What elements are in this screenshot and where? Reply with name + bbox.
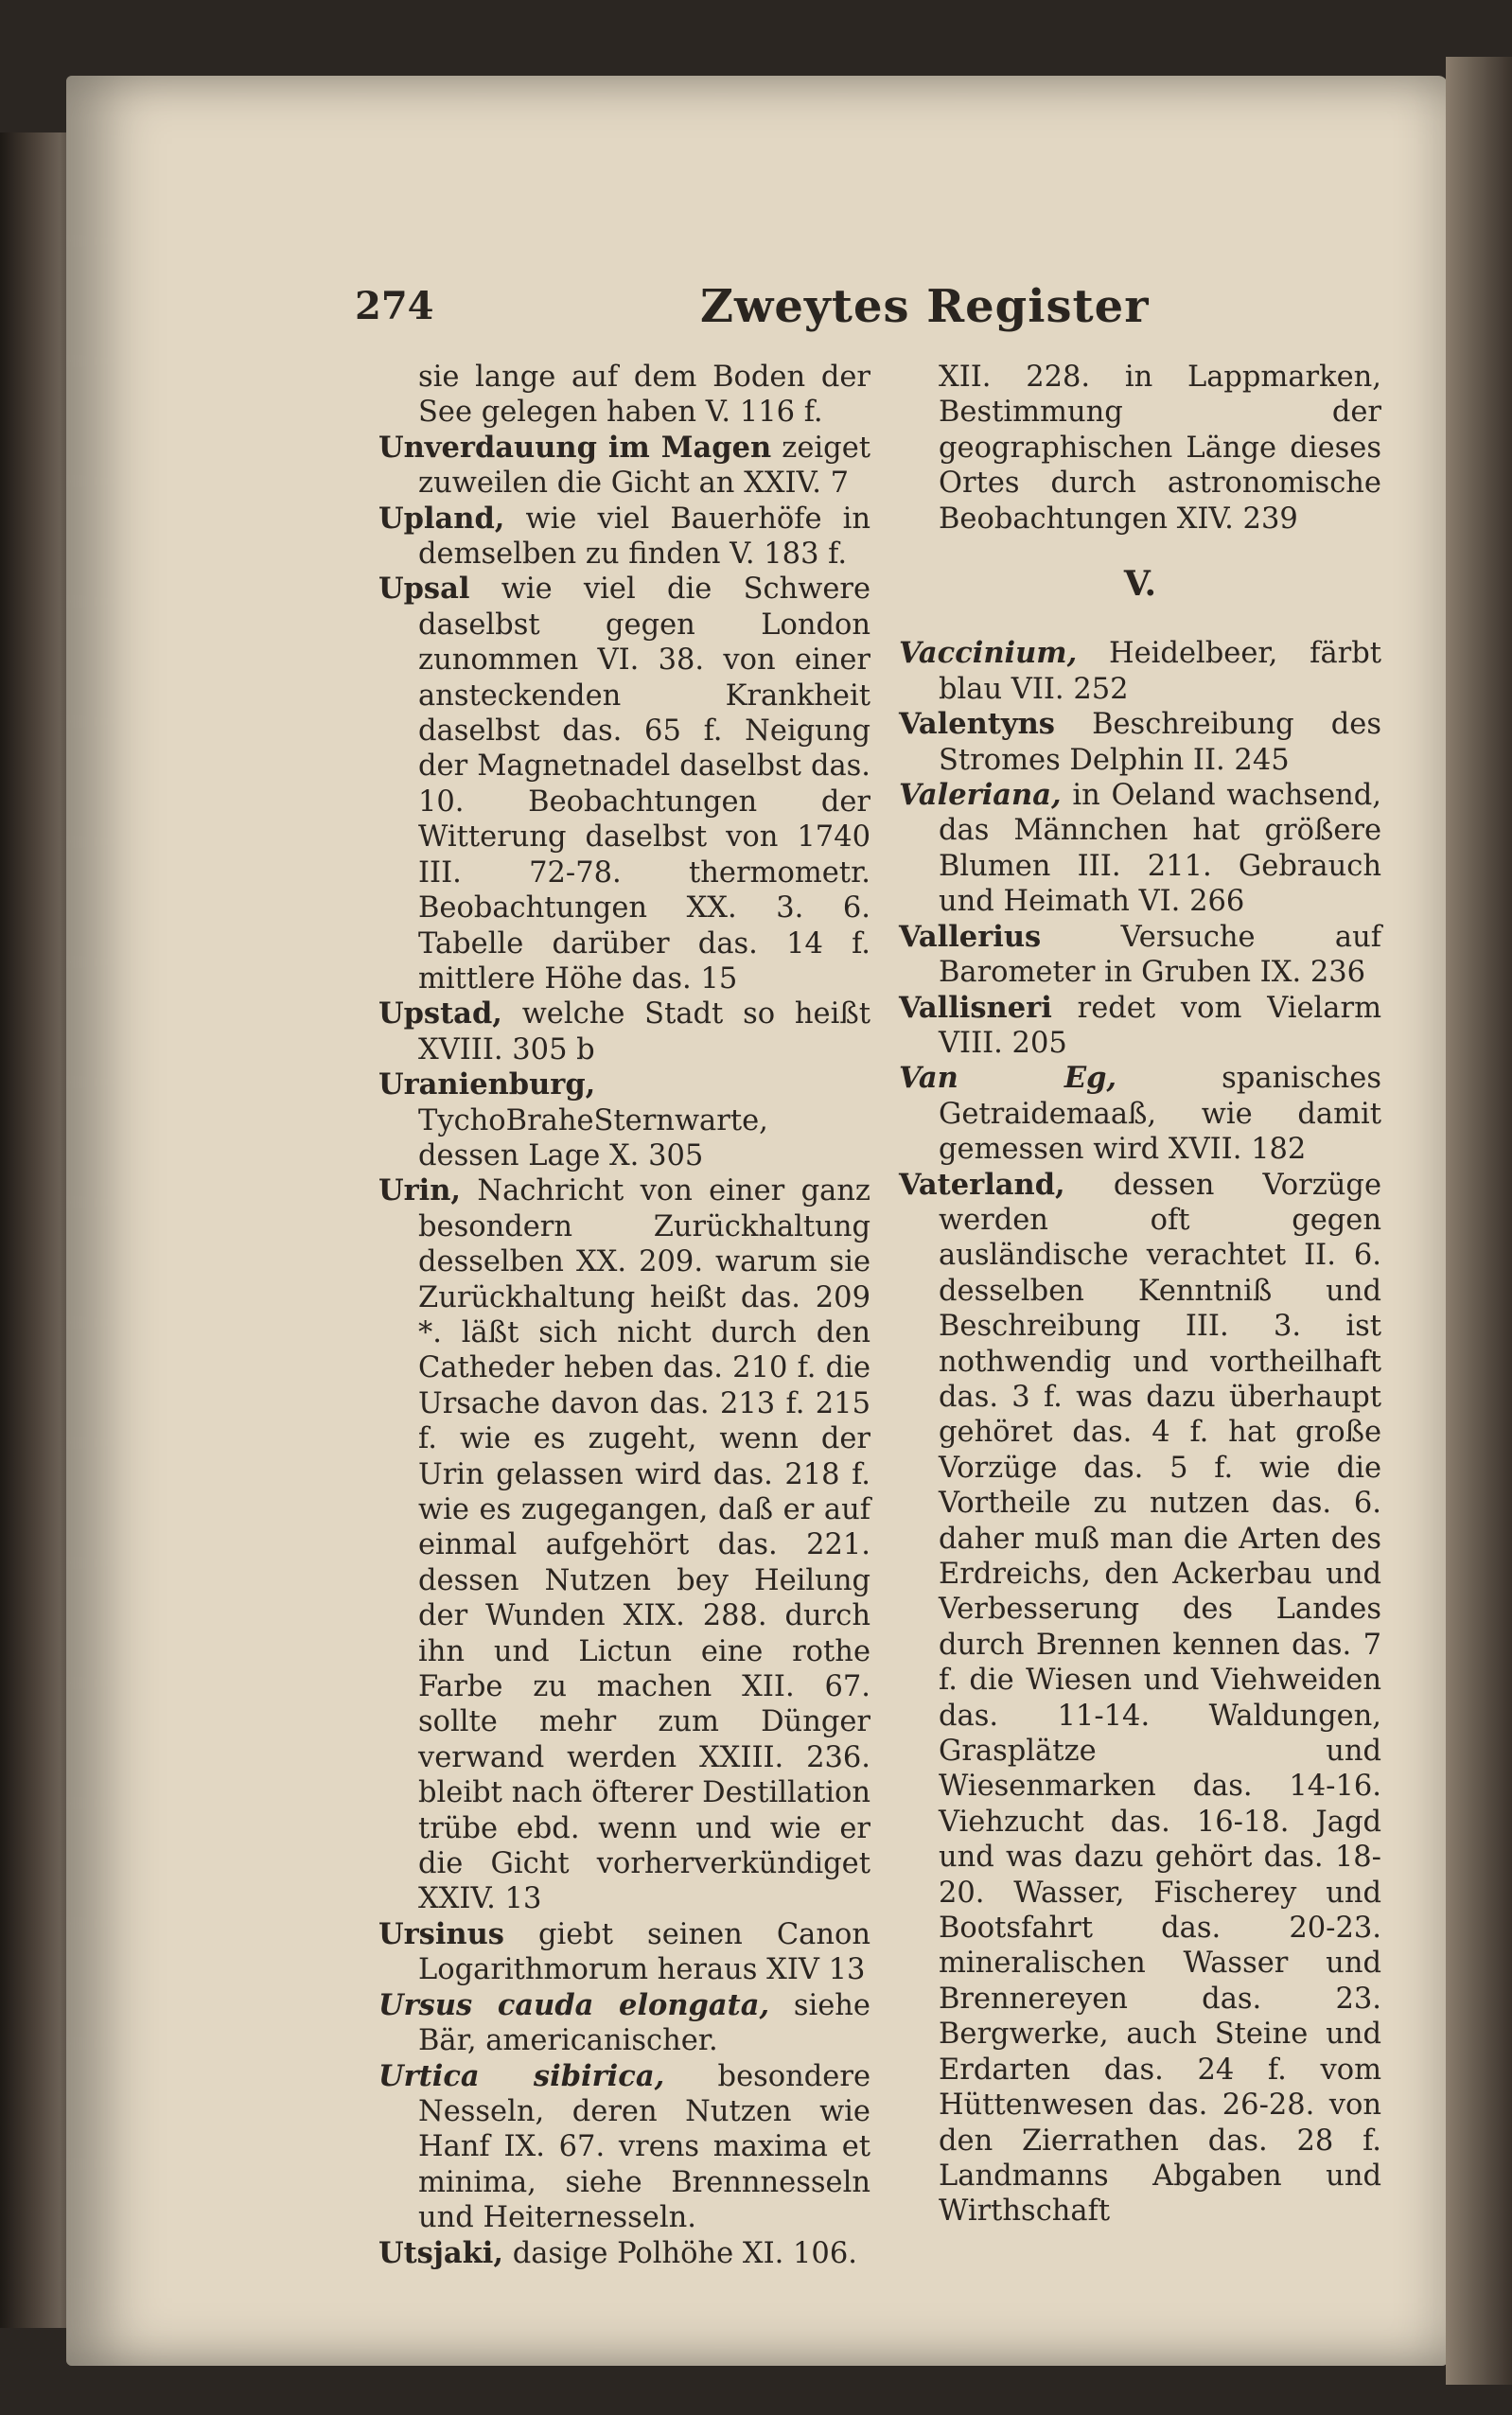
index-entry: Ursinus giebt seinen Canon Logarithmorum heraus XIV 13	[378, 1916, 870, 1987]
facing-page-edge	[1446, 57, 1512, 2385]
index-entry: Utsjaki, dasige Polhöhe XI. 106.	[378, 2235, 857, 2270]
index-entry: Valeriana, in Oeland wachsend, das Männchen hat größere Blumen III. 211. Gebrauch und Heimath VI. 266	[899, 778, 1381, 919]
index-entry: XII. 228. in Lappmarken, Bestimmung der geographischen Länge dieses Ortes durch astronomische Beobachtungen XIV. 239	[939, 361, 1381, 536]
index-entry: Vallisneri redet vom Vielarm VIII. 205	[899, 990, 1381, 1060]
left-column	[378, 360, 870, 2271]
index-entry: Vaccinium, Heidelbeer, färbt blau VII. 252	[899, 636, 1381, 706]
index-entry: Ursus cauda elongata, siehe Bär, americanischer.	[378, 1987, 870, 2058]
index-entry: Upstad, welche Stadt so heißt XVIII. 305 b	[378, 996, 870, 1066]
index-entry: Van Eg, spanisches Getraidemaaß, wie damit gemessen wird XVII. 182	[899, 1061, 1381, 1167]
right-column	[899, 360, 1381, 2230]
index-entry: Valentyns Beschreibung des Stromes Delphin II. 245	[899, 707, 1381, 777]
index-entry: Urin, Nachricht von einer ganz besondern Zurückhaltung desselben XX. 209. warum sie Zurückhaltung heißt das. 209 *. läßt sich nicht durch den Catheder heben das. 210 f. die Ursache davon das. 213 f. 215 f. wie es zugeht, wenn der Urin gelassen wird das. 218 f. wie es zugegangen, daß er auf einmal aufgehört das. 221. dessen Nutzen bey Heilung der Wunden XIX. 288. durch ihn und Lictun eine rothe Farbe zu machen XII. 67. sollte mehr zum Dünger verwand werden XXIII. 236. bleibt nach öfterer Destillation trübe ebd. wenn und wie er die Gicht vorherverkündiget XXIV. 13	[378, 1173, 870, 1916]
index-entry: Upland, wie viel Bauerhöfe in demselben zu finden V. 183 f.	[378, 501, 870, 572]
index-entry: Vallerius Versuche auf Barometer in Gruben IX. 236	[899, 919, 1381, 990]
running-title: Zweytes Register	[700, 280, 1150, 333]
index-entry: Vaterland, dessen Vorzüge werden oft gegen ausländische verachtet II. 6. desselben Kenntniß und Beschreibung III. 3. ist nothwendig und vortheilhaft das. 3 f. was dazu überhaupt gehöret das. 4 f. hat große Vorzüge das. 5 f. wie die Vortheile zu nutzen das. 6. daher muß man die Arten des Erdreichs, den Ackerbau und Verbesserung des Landes durch Brennen kennen das. 7 f. die Wiesen und Viehweiden das. 11-14. Waldungen, Grasplätze und Wiesenmarken das. 14-16. Viehzucht das. 16-18. Jagd und was dazu gehört das. 18-20. Wasser, Fischerey und Bootsfahrt das. 20-23. mineralischen Wasser und Brennereyen das. 23. Bergwerke, auch Steine und Erdarten das. 24 f. vom Hüttenwesen das. 26-28. von den Zierrathen das. 28 f. Landmanns Abgaben und Wirthschaft	[899, 1167, 1381, 2229]
page-header	[0, 280, 1512, 341]
section-letter: V.	[1123, 564, 1157, 605]
index-entry: Uranienburg, TychoBraheSternwarte, dessen Lage X. 305	[378, 1067, 768, 1172]
index-entry: Urtica sibirica, besondere Nesseln, deren Nutzen wie Hanf IX. 67. vrens maxima et minima, siehe Brennnesseln und Heiternesseln.	[378, 2058, 870, 2235]
index-entry: Upsal wie viel die Schwere daselbst gegen London zunommen VI. 38. von einer ansteckenden Krankheit daselbst das. 65 f. Neigung der Magnetnadel daselbst das. 10. Beobachtungen der Witterung daselbst von 1740 III. 72-78. thermometr. Beobachtungen XX. 3. 6. Tabelle darüber das. 14 f. mittlere Höhe das. 15	[378, 572, 870, 996]
page-number: 274	[355, 284, 434, 328]
index-entry: sie lange auf dem Boden der See gelegen haben V. 116 f.	[418, 361, 870, 430]
index-entry: Unverdauung im Magen zeiget zuweilen die Gicht an XXIV. 7	[378, 430, 871, 501]
